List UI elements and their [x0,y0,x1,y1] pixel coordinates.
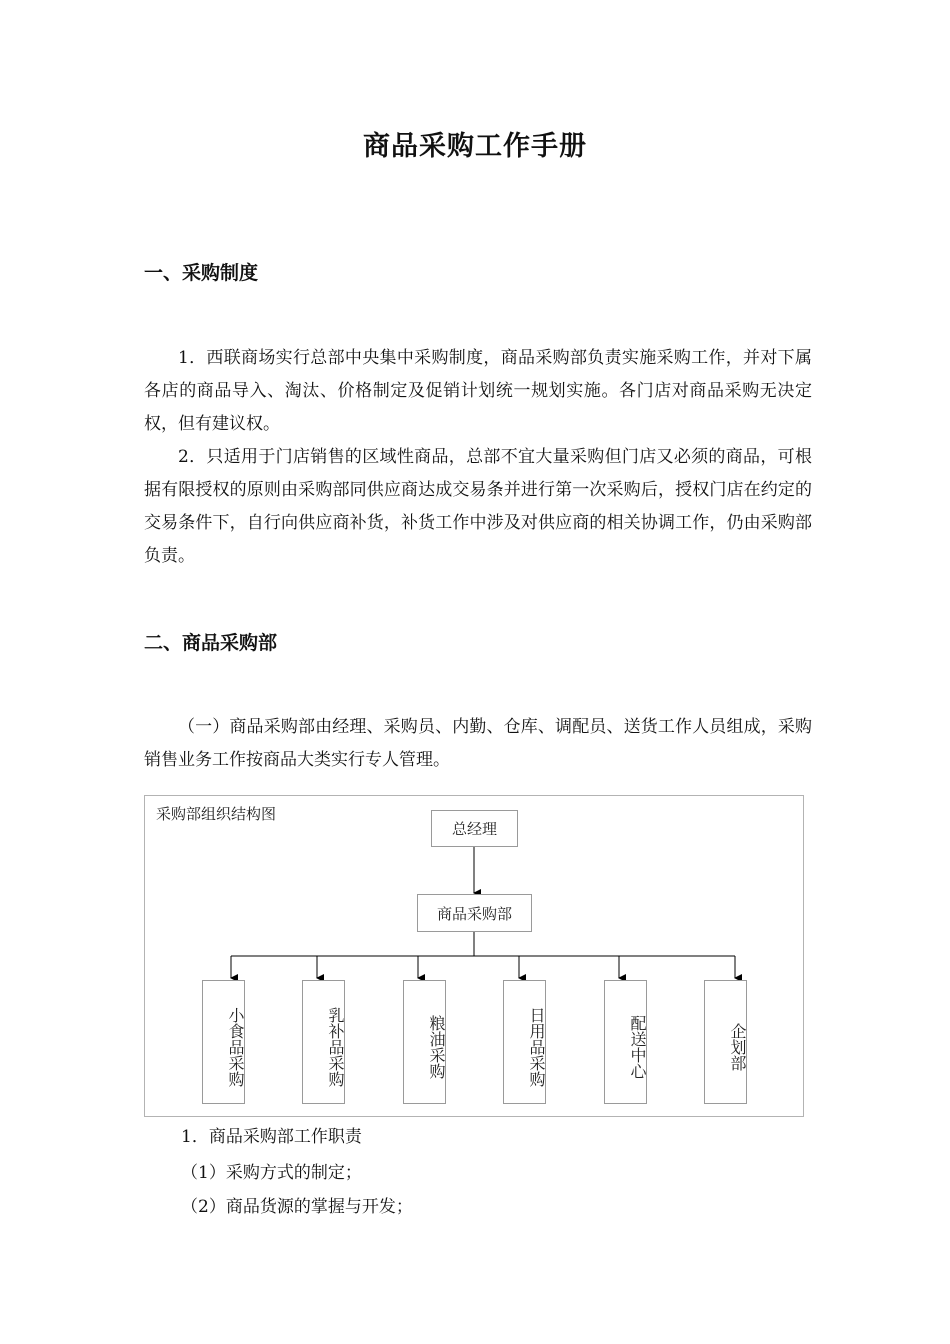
org-node-distribution: 配送中心 [604,980,647,1104]
org-node-daily-goods: 日用品采购 [503,980,546,1104]
org-node-grain-oil: 粮油采购 [403,980,446,1104]
duty-item-2: （2）商品货源的掌握与开发； [181,1197,413,1217]
section-heading-1: 一、采购制度 [144,262,259,284]
duties-heading: 1．商品采购部工作职责 [181,1127,362,1147]
section-heading-2: 二、商品采购部 [144,632,278,654]
section1-paragraph-2: 2．只适用于门店销售的区域性商品，总部不宜大量采购但门店又必须的商品，可根据有限授权的原则由采购部同供应商达成交易条并进行第一次采购后，授权门店在约定的交易条件下，自行向供应商补货，补货工作中涉及对供应商的相关协调工作，仍由采购部负责。 [144,447,812,566]
document-title: 商品采购工作手册 [363,131,587,162]
org-node-planning: 企划部 [704,980,747,1104]
section2-paragraph-1: （一）商品采购部由经理、采购员、内勤、仓库、调配员、送货工作人员组成，采购销售业务工作按商品大类实行专人管理。 [144,717,812,770]
duty-item-1: （1）采购方式的制定； [181,1163,362,1183]
org-node-general-manager: 总经理 [431,810,518,847]
org-node-snacks: 小食品采购 [202,980,245,1104]
section1-paragraph-1: 1．西联商场实行总部中央集中采购制度，商品采购部负责实施采购工作，并对下属各店的商品导入、淘汰、价格制定及促销计划统一规划实施。各门店对商品采购无决定权，但有建议权。 [144,348,812,434]
org-chart [144,795,804,1117]
org-node-dairy: 乳补品采购 [302,980,345,1104]
org-node-purchasing-dept: 商品采购部 [417,894,532,932]
org-chart-caption: 采购部组织结构图 [156,805,277,823]
